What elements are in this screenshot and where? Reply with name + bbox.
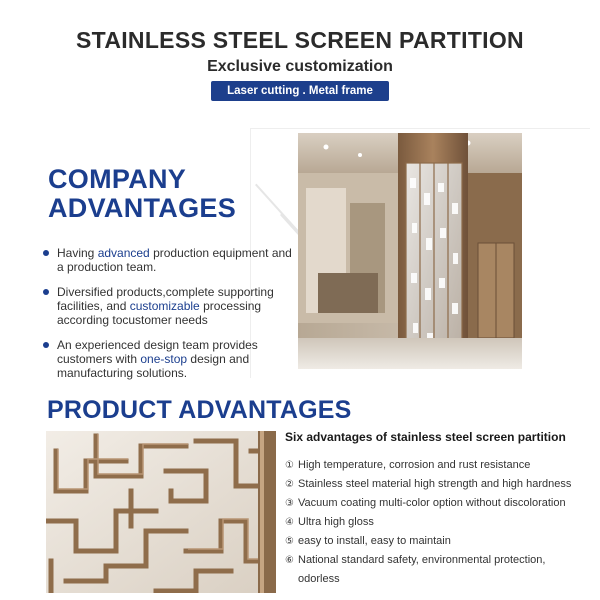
item-text: Vacuum coating multi-color option without discoloration (298, 497, 566, 509)
bullet-text: An experienced design team provides customers with (57, 338, 258, 366)
company-advantages-heading (48, 165, 236, 223)
list-item (285, 532, 585, 551)
bullet-highlight: one-stop (140, 352, 188, 366)
item-number: ② (285, 479, 294, 490)
list-item (285, 513, 585, 532)
list-item (285, 475, 585, 494)
item-text: Stainless steel material high strength and high hardness (298, 478, 572, 490)
product-list-title: Six advantages of stainless steel screen partition (285, 430, 566, 444)
bullet-dot-icon (43, 342, 49, 348)
bullet-text: processing according tocustomer needs (57, 299, 262, 327)
item-text: Ultra high gloss (298, 516, 374, 528)
product-advantages-heading: PRODUCT ADVANTAGES (47, 396, 352, 424)
item-number: ③ (285, 498, 294, 509)
page-subtitle: Exclusive customization (207, 58, 393, 75)
bullet-highlight: customizable (129, 299, 200, 313)
bullet-dot-icon (43, 250, 49, 256)
feature-tag: Laser cutting . Metal frame (211, 81, 389, 101)
item-number: ⑥ (285, 555, 294, 566)
product-advantages-list (285, 456, 585, 588)
list-item (43, 246, 293, 274)
maze-screen-image (46, 431, 276, 593)
bullet-text: design and manufacturing solutions. (57, 352, 250, 380)
item-number: ⑤ (285, 536, 294, 547)
lobby-partition-image (298, 133, 522, 369)
page-title: STAINLESS STEEL SCREEN PARTITION (76, 27, 524, 53)
item-text: National standard safety, environmental protection, (298, 554, 546, 566)
item-number: ④ (285, 517, 294, 528)
item-text: easy to install, easy to maintain (298, 535, 451, 547)
item-text: High temperature, corrosion and rust resistance (298, 459, 531, 471)
item-number: ① (285, 460, 294, 471)
bullet-text: production equipment and a production team. (57, 246, 292, 274)
item-text-continued: odorless (298, 573, 340, 585)
list-item (285, 494, 585, 513)
bullet-highlight: advanced (97, 246, 150, 260)
bullet-text: Having (57, 246, 98, 260)
list-item (285, 456, 585, 475)
company-heading-line1: COMPANY (48, 164, 187, 194)
company-advantages-list (43, 246, 293, 391)
list-item (43, 338, 293, 380)
list-item (43, 285, 293, 327)
list-item (285, 551, 585, 588)
company-heading-line2: ADVANTAGES (48, 193, 237, 223)
bullet-dot-icon (43, 289, 49, 295)
bullet-text: Diversified products,complete supporting facilities, and (57, 285, 274, 313)
